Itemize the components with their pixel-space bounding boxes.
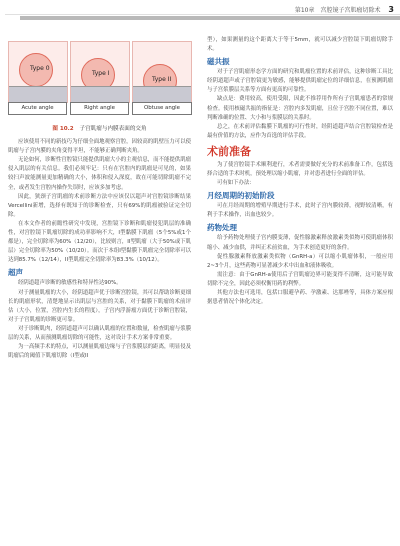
angle-label-box: Right angle — [70, 102, 129, 115]
endometrium-layer — [133, 86, 191, 102]
paragraph: 可有如下办法： — [217, 180, 255, 187]
paragraph: 对于测量肌瘤的大小，经阴道超声优于诊断宫腔镜，其可以帮助诊断更细长的肌瘤形状，清楚地显示出肌层与宫腔的关系，对于黏膜下肌瘤的术前评估（大小，位置，宫腔内生长的程度），子宫内浮游瘤方面优于诊断宫腔镜，对于子宫肌瘤的诊断更可靠。 — [8, 289, 191, 323]
chapter-title: 第10章 宫腔镜子宫肌瘤切除术 — [294, 7, 381, 14]
paragraph: 需注意：由于GnRH-a使用后子宫肌瘤边界可能变得不清晰，这可能导致切除不完全，因此必须权衡用药的利弊。 — [207, 271, 393, 287]
figure-caption-text: 子宫肌瘤与内膜表面的交角 — [79, 126, 147, 132]
right-column — [207, 36, 393, 307]
paragraph: 对于诊断肌肉，经阴道超声可以确认肌瘤的位置和数量，检查肌瘤与浆膜层的关系，从而预测肌瘤切除的可能性，这对设计手术方案非常重要。 — [8, 325, 191, 341]
paragraph: 无论如何，诊断性宫腔镜只能提供肌瘤大小的主观信息，而不能提供肌瘤侵入肌层的有关信息。我们必须牢记：只有在宫腔内的肌瘤是可见的，如果较扫声波能测量更加精确的大小，体积和侵入深度，故在可能切除肌瘤不完全，或者发生宫腔内操作失误时，应该多加考虑。 — [8, 157, 191, 191]
endometrium-layer — [9, 86, 67, 102]
header-rule-thin — [5, 14, 400, 15]
figure-10-2 — [8, 36, 191, 123]
paragraph: 缺点是：费用较高，使用受限，因此不推荐用作所有子宫肌瘤患者的常规检查。使用核磁共振的指征是：宫腔内多发肌瘤，且位于宫腔不同位置，难以判断准确的位置、大小和与浆膜层的关系时。 — [207, 96, 393, 121]
header-rule — [20, 16, 400, 20]
panel-type-1 — [70, 41, 130, 103]
paragraph: 应该使用不同的新技巧为仔细全面地观察宫腔，因较高的肌壁压力可以使肌瘤与子宫内膜的夹角变得平坦，不能够正确判断夹角。 — [8, 139, 191, 155]
panel-type-2 — [132, 41, 192, 103]
panel-label: Type II — [152, 76, 172, 83]
paragraph: 经阴道超声诊断的敏感性和特异性达90%。 — [18, 280, 122, 287]
angle-label-box: Acute angle — [8, 102, 67, 115]
paragraph: 因此，狭颈子宫肌瘤的术前诊断方法中应该仅以超声对宫腔镜诊断结果Vercellini新增，选择有既知于的诊断检查，只有69%的肌瘤被验证完全切除。 — [8, 193, 191, 218]
heading-preoperative-prep: 术前准备 — [207, 144, 251, 158]
paragraph: 对于子宫肌瘤形态学方面的研究和肌瘤位置的术前评估，这种诊断工具比经阴道超声或子宫腔镜更为敏感，能够提供肌瘤定位的详细信息，在预测肌瘤与子宫浆膜层关系等方面有更高的可靠性。 — [207, 69, 393, 94]
paragraph: 可在月经周期的增殖早期进行手术，此时子宫内膜较薄，视野较清晰，有利于手术操作，出血也较少。 — [207, 203, 393, 219]
paragraph: 给予药物处理使子宫内膜变薄，促性腺激素释放激素类似物可使肌瘤体积缩小、减少血供，并纠正术前贫血，为手术创造更好的条件。 — [207, 235, 393, 251]
panel-type-0 — [8, 41, 68, 103]
panel-label: Type I — [92, 70, 110, 77]
paragraph: 总之，在术前评估黏膜下肌瘤的可行性时，经阴道超声结合宫腔镜检查是最有价值的方法，应作为首选的评估手段。 — [207, 123, 393, 139]
paragraph: 其他方法也可选用，包括口服避孕药、孕激素、达那唑等，具体方案应根据患者情况个体化决定。 — [207, 289, 393, 306]
figure-number: 图 10.2 — [52, 126, 74, 132]
running-head — [293, 5, 396, 14]
paragraph: 促性腺激素释放激素类似物（GnRH-a）可以缩小肌瘤体积，一般应用2~3个月，这些药物可显著减少术中出血和液体吸收。 — [207, 253, 393, 269]
panel-label: Type 0 — [30, 65, 50, 72]
paragraph: 型），如果测量的这个距离大于等于5mm，就可以减少宫腔镜下肌瘤切除手术。 — [207, 37, 393, 53]
figure-caption — [8, 125, 191, 134]
paragraph: 在本文作者的前瞻性研究中发现，宫腔镜下诊断和肌瘤侵犯肌层的准确性，对宫腔镜下肌瘤切除的成功率影响不大，I型黏膜下肌瘤（5个5%或1个都是），完全切除率为60%（12/20），比较则言，II型肌瘤（大于50%或下肌层）完全切除率为50%（10/20）。而次于本组I型黏膜下肌瘤完全切除率可以达到85.7%（12/14），II型肌瘤完全切除率为83.3%（10/12）。 — [8, 220, 191, 264]
heading-menstrual-cycle: 月经周期的初始阶段 — [207, 191, 275, 201]
angle-label-box: Obtuse angle — [132, 102, 192, 115]
paragraph: 为一高频手术的特点，可以测量肌瘤边缘与子宫浆膜层的距离，明显侵及肌瘤后的阈值下肌瘤切除（I型或II — [8, 344, 191, 360]
heading-ultrasound: 超声 — [8, 268, 23, 278]
page-number: 3 — [388, 5, 394, 14]
endometrium-layer — [71, 86, 129, 102]
heading-mri: 磁共振 — [207, 57, 230, 67]
left-column — [8, 36, 191, 361]
page-header — [0, 0, 400, 34]
paragraph: 为了使宫腔镜手术顺利进行，术者需要做好充分的术前准备工作，包括选择合适的手术时机，预处理以缩小肌瘤，并对患者进行全面的评估。 — [207, 161, 393, 178]
heading-drug-treatment: 药物处理 — [207, 223, 237, 233]
